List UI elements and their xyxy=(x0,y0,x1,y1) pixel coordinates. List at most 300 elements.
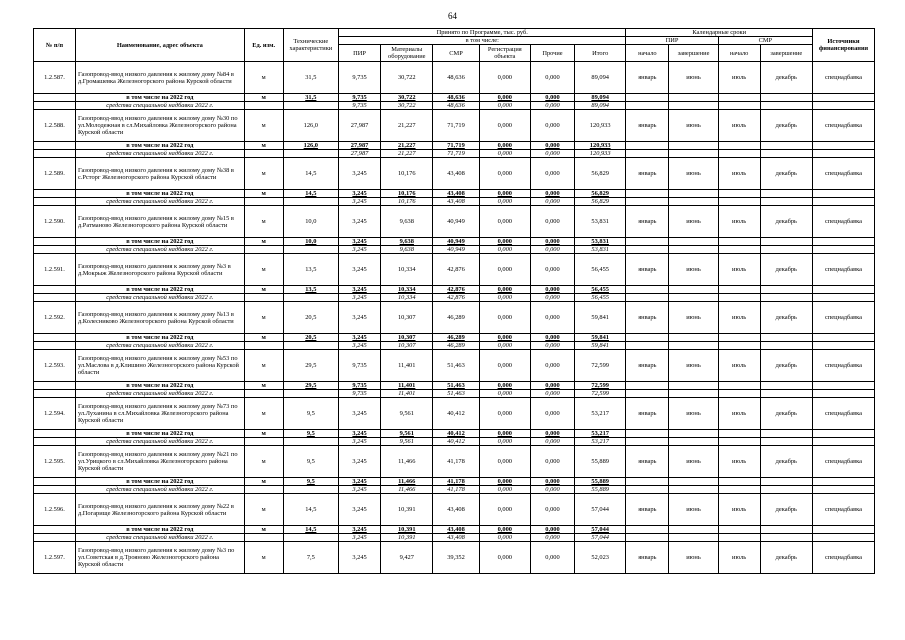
fund-label: средства специальной надбавки 2022 г. xyxy=(75,390,244,398)
year-empty-cell xyxy=(669,334,718,342)
fund-empty-cell xyxy=(34,438,76,446)
cost-pir: 9,735 xyxy=(339,350,381,382)
fund-empty-cell xyxy=(760,342,812,350)
object-name: Газопровод-ввод низкого давления к жилому дому №30 по ул.Молодежная в сл.Михайловка Железногорского района Курской области xyxy=(75,110,244,142)
year-empty-cell xyxy=(718,94,760,102)
date-pir-end: июнь xyxy=(669,62,718,94)
object-name: Газопровод-ввод низкого давления к жилому дому №53 по ул.Маслова в д.Клишино Железногорского района Курской области xyxy=(75,350,244,382)
fund-empty-cell xyxy=(244,150,283,158)
cost-total: 56,455 xyxy=(575,254,626,286)
cost-pir: 9,735 xyxy=(339,62,381,94)
fund-label: средства специальной надбавки 2022 г. xyxy=(75,198,244,206)
object-name: Газопровод-ввод низкого давления к жилому дому №3 в д.Мокрыж Железногорского района Курской области xyxy=(75,254,244,286)
year-pir: 3,245 xyxy=(339,238,381,246)
fund-empty-cell xyxy=(813,390,875,398)
fund-empty-cell xyxy=(760,486,812,494)
year-unit: м xyxy=(244,238,283,246)
fund-other: 0,000 xyxy=(530,198,574,206)
fund-label: средства специальной надбавки 2022 г. xyxy=(75,294,244,302)
fund-mat: 30,722 xyxy=(381,102,433,110)
fund-label: средства специальной надбавки 2022 г. xyxy=(75,438,244,446)
date-smr-start: июль xyxy=(718,302,760,334)
cost-other: 0,000 xyxy=(530,398,574,430)
header-pir-end: завершение xyxy=(669,45,718,62)
fund-label: средства специальной надбавки 2022 г. xyxy=(75,486,244,494)
cost-total: 52,023 xyxy=(575,542,626,574)
tech-value: 29,5 xyxy=(283,350,339,382)
date-smr-end: декабрь xyxy=(760,494,812,526)
table-row xyxy=(34,350,875,382)
fund-other: 0,000 xyxy=(530,294,574,302)
fund-reg: 0,000 xyxy=(479,150,530,158)
year-reg: 0,000 xyxy=(479,94,530,102)
fund-empty-cell xyxy=(283,150,339,158)
tech-value: 31,5 xyxy=(283,62,339,94)
cost-smr: 51,463 xyxy=(433,350,479,382)
fund-total: 56,455 xyxy=(575,294,626,302)
cost-other: 0,000 xyxy=(530,158,574,190)
table-row xyxy=(34,446,875,478)
year-empty-cell xyxy=(669,142,718,150)
fund-empty-cell xyxy=(669,294,718,302)
row-number: 1.2.597. xyxy=(34,542,76,574)
fund-reg: 0,000 xyxy=(479,246,530,254)
fund-row xyxy=(34,438,875,446)
fund-empty-cell xyxy=(718,246,760,254)
fund-empty-cell xyxy=(760,150,812,158)
cost-reg: 0,000 xyxy=(479,446,530,478)
header-registration: Регистрация объекта xyxy=(479,45,530,62)
year-smr: 40,949 xyxy=(433,238,479,246)
funding-source: спецнадбавка xyxy=(813,254,875,286)
year-empty-cell xyxy=(626,430,669,438)
year-empty-cell xyxy=(760,430,812,438)
year-reg: 0,000 xyxy=(479,238,530,246)
fund-empty-cell xyxy=(718,438,760,446)
object-name: Газопровод-ввод низкого давления к жилому дому №3 по ул.Советская в д.Трояново Железногорского района Курской области xyxy=(75,542,244,574)
row-number: 1.2.592. xyxy=(34,302,76,334)
year-empty-cell xyxy=(626,142,669,150)
fund-reg: 0,000 xyxy=(479,390,530,398)
date-pir-end: июнь xyxy=(669,254,718,286)
unit: м xyxy=(244,110,283,142)
unit: м xyxy=(244,302,283,334)
fund-empty-cell xyxy=(244,438,283,446)
year-tech: 14,5 xyxy=(283,190,339,198)
header-other: Прочие xyxy=(530,45,574,62)
year-mat: 10,391 xyxy=(381,526,433,534)
date-smr-end: декабрь xyxy=(760,398,812,430)
header-smr-end: завершение xyxy=(760,45,812,62)
fund-empty-cell xyxy=(760,198,812,206)
year-empty-cell xyxy=(760,238,812,246)
year-mat: 10,176 xyxy=(381,190,433,198)
fund-empty-cell xyxy=(669,198,718,206)
fund-other: 0,000 xyxy=(530,486,574,494)
cost-smr: 40,949 xyxy=(433,206,479,238)
cost-pir: 3,245 xyxy=(339,254,381,286)
fund-empty-cell xyxy=(34,486,76,494)
year-empty-cell xyxy=(669,526,718,534)
year-row xyxy=(34,190,875,198)
fund-empty-cell xyxy=(626,534,669,542)
year-empty-cell xyxy=(760,286,812,294)
date-pir-start: январь xyxy=(626,62,669,94)
fund-other: 0,000 xyxy=(530,534,574,542)
cost-mat: 9,638 xyxy=(381,206,433,238)
year-mat: 10,307 xyxy=(381,334,433,342)
fund-smr: 71,719 xyxy=(433,150,479,158)
fund-empty-cell xyxy=(718,342,760,350)
object-name: Газопровод-ввод низкого давления к жилому дому №21 по ул.Урицкого в сл.Михайловка Железногорского района Курской области xyxy=(75,446,244,478)
fund-mat: 10,307 xyxy=(381,342,433,350)
year-mat: 9,638 xyxy=(381,238,433,246)
year-empty-cell xyxy=(669,286,718,294)
year-empty-cell xyxy=(34,286,76,294)
year-smr: 71,719 xyxy=(433,142,479,150)
fund-mat: 11,466 xyxy=(381,486,433,494)
fund-reg: 0,000 xyxy=(479,534,530,542)
year-empty-cell xyxy=(760,190,812,198)
fund-mat: 10,391 xyxy=(381,534,433,542)
year-pir: 9,735 xyxy=(339,382,381,390)
date-smr-end: декабрь xyxy=(760,62,812,94)
cost-reg: 0,000 xyxy=(479,110,530,142)
fund-empty-cell xyxy=(813,246,875,254)
fund-smr: 43,408 xyxy=(433,198,479,206)
year-empty-cell xyxy=(813,190,875,198)
cost-other: 0,000 xyxy=(530,62,574,94)
table-row xyxy=(34,158,875,190)
fund-empty-cell xyxy=(626,102,669,110)
row-number: 1.2.588. xyxy=(34,110,76,142)
cost-reg: 0,000 xyxy=(479,206,530,238)
year-smr: 51,463 xyxy=(433,382,479,390)
date-pir-end: июнь xyxy=(669,158,718,190)
year-row xyxy=(34,382,875,390)
year-reg: 0,000 xyxy=(479,478,530,486)
year-row xyxy=(34,142,875,150)
year-empty-cell xyxy=(669,478,718,486)
fund-empty-cell xyxy=(760,294,812,302)
year-pir: 3,245 xyxy=(339,526,381,534)
cost-mat: 10,307 xyxy=(381,302,433,334)
fund-label: средства специальной надбавки 2022 г. xyxy=(75,342,244,350)
year-row xyxy=(34,334,875,342)
year-empty-cell xyxy=(626,238,669,246)
fund-empty-cell xyxy=(244,198,283,206)
table-row xyxy=(34,254,875,286)
date-pir-start: январь xyxy=(626,254,669,286)
year-empty-cell xyxy=(813,94,875,102)
fund-pir: 3,245 xyxy=(339,486,381,494)
row-number: 1.2.589. xyxy=(34,158,76,190)
header-total: Итого xyxy=(575,45,626,62)
cost-pir: 3,245 xyxy=(339,158,381,190)
fund-empty-cell xyxy=(813,486,875,494)
table-body xyxy=(34,62,875,574)
date-pir-end: июнь xyxy=(669,494,718,526)
fund-total: 53,831 xyxy=(575,246,626,254)
row-number: 1.2.596. xyxy=(34,494,76,526)
year-row xyxy=(34,94,875,102)
year-label: в том числе на 2022 год xyxy=(75,430,244,438)
unit: м xyxy=(244,494,283,526)
fund-empty-cell xyxy=(34,534,76,542)
year-reg: 0,000 xyxy=(479,526,530,534)
cost-other: 0,000 xyxy=(530,302,574,334)
cost-total: 53,831 xyxy=(575,206,626,238)
cost-reg: 0,000 xyxy=(479,254,530,286)
year-mat: 10,334 xyxy=(381,286,433,294)
header-unit: Ед. изм. xyxy=(244,29,283,62)
year-empty-cell xyxy=(34,382,76,390)
cost-smr: 39,352 xyxy=(433,542,479,574)
date-smr-end: декабрь xyxy=(760,110,812,142)
year-tech: 31,5 xyxy=(283,94,339,102)
year-unit: м xyxy=(244,142,283,150)
fund-pir: 9,735 xyxy=(339,390,381,398)
date-pir-end: июнь xyxy=(669,110,718,142)
cost-pir: 3,245 xyxy=(339,302,381,334)
header-incl: в том числе: xyxy=(339,37,626,45)
year-tech: 14,5 xyxy=(283,526,339,534)
fund-mat: 9,561 xyxy=(381,438,433,446)
object-name: Газопровод-ввод низкого давления к жилому дому №73 по ул.Луханина в сл.Михайловка Железногорского района Курской области xyxy=(75,398,244,430)
object-name: Газопровод-ввод низкого давления к жилому дому №84 в д.Громашевка Железногорского района Курской области xyxy=(75,62,244,94)
unit: м xyxy=(244,158,283,190)
header-source: Источники финансирования xyxy=(813,29,875,62)
fund-row xyxy=(34,390,875,398)
cost-total: 89,094 xyxy=(575,62,626,94)
year-mat: 11,401 xyxy=(381,382,433,390)
year-reg: 0,000 xyxy=(479,382,530,390)
year-empty-cell xyxy=(718,142,760,150)
date-smr-end: декабрь xyxy=(760,542,812,574)
fund-empty-cell xyxy=(244,294,283,302)
fund-pir: 3,245 xyxy=(339,198,381,206)
object-name: Газопровод-ввод низкого давления к жилому дому №38 в с.Рсторг Железногорского района Курской области xyxy=(75,158,244,190)
year-label: в том числе на 2022 год xyxy=(75,238,244,246)
date-pir-end: июнь xyxy=(669,350,718,382)
funding-source: спецнадбавка xyxy=(813,62,875,94)
cost-smr: 40,412 xyxy=(433,398,479,430)
fund-empty-cell xyxy=(626,486,669,494)
date-smr-start: июль xyxy=(718,110,760,142)
fund-row xyxy=(34,534,875,542)
fund-empty-cell xyxy=(813,198,875,206)
fund-empty-cell xyxy=(718,150,760,158)
fund-other: 0,000 xyxy=(530,246,574,254)
header-accepted: Принято по Программе, тыс. руб. xyxy=(339,29,626,37)
year-pir: 3,245 xyxy=(339,478,381,486)
tech-value: 126,0 xyxy=(283,110,339,142)
fund-total: 120,933 xyxy=(575,150,626,158)
cost-other: 0,000 xyxy=(530,542,574,574)
year-tech: 10,0 xyxy=(283,238,339,246)
fund-smr: 42,876 xyxy=(433,294,479,302)
cost-reg: 0,000 xyxy=(479,494,530,526)
table-row xyxy=(34,494,875,526)
fund-empty-cell xyxy=(669,342,718,350)
fund-row xyxy=(34,294,875,302)
date-smr-start: июль xyxy=(718,494,760,526)
fund-pir: 3,245 xyxy=(339,294,381,302)
funding-source: спецнадбавка xyxy=(813,350,875,382)
year-empty-cell xyxy=(718,238,760,246)
fund-empty-cell xyxy=(813,438,875,446)
date-pir-start: январь xyxy=(626,542,669,574)
fund-pir: 27,987 xyxy=(339,150,381,158)
year-total: 56,455 xyxy=(575,286,626,294)
fund-empty-cell xyxy=(813,342,875,350)
year-other: 0,000 xyxy=(530,142,574,150)
year-mat: 9,561 xyxy=(381,430,433,438)
cost-other: 0,000 xyxy=(530,446,574,478)
year-unit: м xyxy=(244,430,283,438)
fund-other: 0,000 xyxy=(530,342,574,350)
date-pir-start: январь xyxy=(626,110,669,142)
year-unit: м xyxy=(244,526,283,534)
cost-reg: 0,000 xyxy=(479,62,530,94)
fund-other: 0,000 xyxy=(530,390,574,398)
year-empty-cell xyxy=(34,142,76,150)
fund-label: средства специальной надбавки 2022 г. xyxy=(75,534,244,542)
page-number: 64 xyxy=(448,11,457,21)
year-smr: 42,876 xyxy=(433,286,479,294)
fund-empty-cell xyxy=(244,102,283,110)
fund-pir: 3,245 xyxy=(339,438,381,446)
year-label: в том числе на 2022 год xyxy=(75,334,244,342)
header-cal-pir: ПИР xyxy=(626,37,718,45)
fund-empty-cell xyxy=(283,534,339,542)
header-cal-smr: СМР xyxy=(718,37,812,45)
date-pir-start: январь xyxy=(626,206,669,238)
funding-source: спецнадбавка xyxy=(813,110,875,142)
date-pir-end: июнь xyxy=(669,302,718,334)
fund-empty-cell xyxy=(718,198,760,206)
cost-reg: 0,000 xyxy=(479,542,530,574)
cost-smr: 48,636 xyxy=(433,62,479,94)
year-unit: м xyxy=(244,190,283,198)
year-label: в том числе на 2022 год xyxy=(75,478,244,486)
year-empty-cell xyxy=(813,526,875,534)
fund-empty-cell xyxy=(34,150,76,158)
cost-smr: 46,289 xyxy=(433,302,479,334)
fund-empty-cell xyxy=(283,198,339,206)
cost-total: 56,829 xyxy=(575,158,626,190)
year-empty-cell xyxy=(669,94,718,102)
fund-smr: 46,289 xyxy=(433,342,479,350)
fund-row xyxy=(34,486,875,494)
date-smr-end: декабрь xyxy=(760,206,812,238)
fund-empty-cell xyxy=(34,294,76,302)
tech-value: 9,5 xyxy=(283,446,339,478)
funding-source: спецнадбавка xyxy=(813,542,875,574)
year-unit: м xyxy=(244,478,283,486)
fund-label: средства специальной надбавки 2022 г. xyxy=(75,102,244,110)
year-empty-cell xyxy=(718,478,760,486)
cost-total: 57,044 xyxy=(575,494,626,526)
cost-mat: 30,722 xyxy=(381,62,433,94)
fund-smr: 43,408 xyxy=(433,534,479,542)
fund-empty-cell xyxy=(34,390,76,398)
date-pir-end: июнь xyxy=(669,206,718,238)
year-empty-cell xyxy=(626,478,669,486)
fund-total: 53,217 xyxy=(575,438,626,446)
cost-mat: 11,401 xyxy=(381,350,433,382)
fund-empty-cell xyxy=(669,534,718,542)
fund-smr: 41,178 xyxy=(433,486,479,494)
cost-mat: 21,227 xyxy=(381,110,433,142)
year-empty-cell xyxy=(34,526,76,534)
header-num: № п/п xyxy=(34,29,76,62)
date-pir-end: июнь xyxy=(669,446,718,478)
fund-empty-cell xyxy=(244,390,283,398)
tech-value: 20,5 xyxy=(283,302,339,334)
year-total: 56,829 xyxy=(575,190,626,198)
program-table xyxy=(33,28,875,574)
cost-other: 0,000 xyxy=(530,494,574,526)
year-row xyxy=(34,286,875,294)
fund-empty-cell xyxy=(760,438,812,446)
date-smr-end: декабрь xyxy=(760,158,812,190)
cost-pir: 3,245 xyxy=(339,446,381,478)
cost-mat: 9,427 xyxy=(381,542,433,574)
year-reg: 0,000 xyxy=(479,190,530,198)
year-pir: 3,245 xyxy=(339,430,381,438)
fund-pir: 3,245 xyxy=(339,534,381,542)
year-tech: 126,0 xyxy=(283,142,339,150)
funding-source: спецнадбавка xyxy=(813,494,875,526)
unit: м xyxy=(244,446,283,478)
date-smr-end: декабрь xyxy=(760,350,812,382)
year-empty-cell xyxy=(813,142,875,150)
fund-other: 0,000 xyxy=(530,150,574,158)
cost-other: 0,000 xyxy=(530,110,574,142)
year-empty-cell xyxy=(34,190,76,198)
cost-mat: 10,391 xyxy=(381,494,433,526)
fund-empty-cell xyxy=(626,294,669,302)
year-total: 53,217 xyxy=(575,430,626,438)
year-empty-cell xyxy=(34,430,76,438)
year-empty-cell xyxy=(718,382,760,390)
year-label: в том числе на 2022 год xyxy=(75,526,244,534)
year-smr: 43,408 xyxy=(433,190,479,198)
funding-source: спецнадбавка xyxy=(813,446,875,478)
fund-label: средства специальной надбавки 2022 г. xyxy=(75,246,244,254)
year-empty-cell xyxy=(813,238,875,246)
fund-pir: 3,245 xyxy=(339,246,381,254)
date-smr-start: июль xyxy=(718,398,760,430)
year-total: 55,889 xyxy=(575,478,626,486)
year-label: в том числе на 2022 год xyxy=(75,286,244,294)
fund-empty-cell xyxy=(760,390,812,398)
header-pir-start: начало xyxy=(626,45,669,62)
year-smr: 41,178 xyxy=(433,478,479,486)
fund-empty-cell xyxy=(244,534,283,542)
header-name: Наименование, адрес объекта xyxy=(75,29,244,62)
year-reg: 0,000 xyxy=(479,142,530,150)
fund-empty-cell xyxy=(718,390,760,398)
cost-reg: 0,000 xyxy=(479,350,530,382)
fund-other: 0,000 xyxy=(530,102,574,110)
year-total: 57,044 xyxy=(575,526,626,534)
cost-total: 55,889 xyxy=(575,446,626,478)
year-empty-cell xyxy=(760,142,812,150)
fund-empty-cell xyxy=(669,390,718,398)
year-other: 0,000 xyxy=(530,94,574,102)
